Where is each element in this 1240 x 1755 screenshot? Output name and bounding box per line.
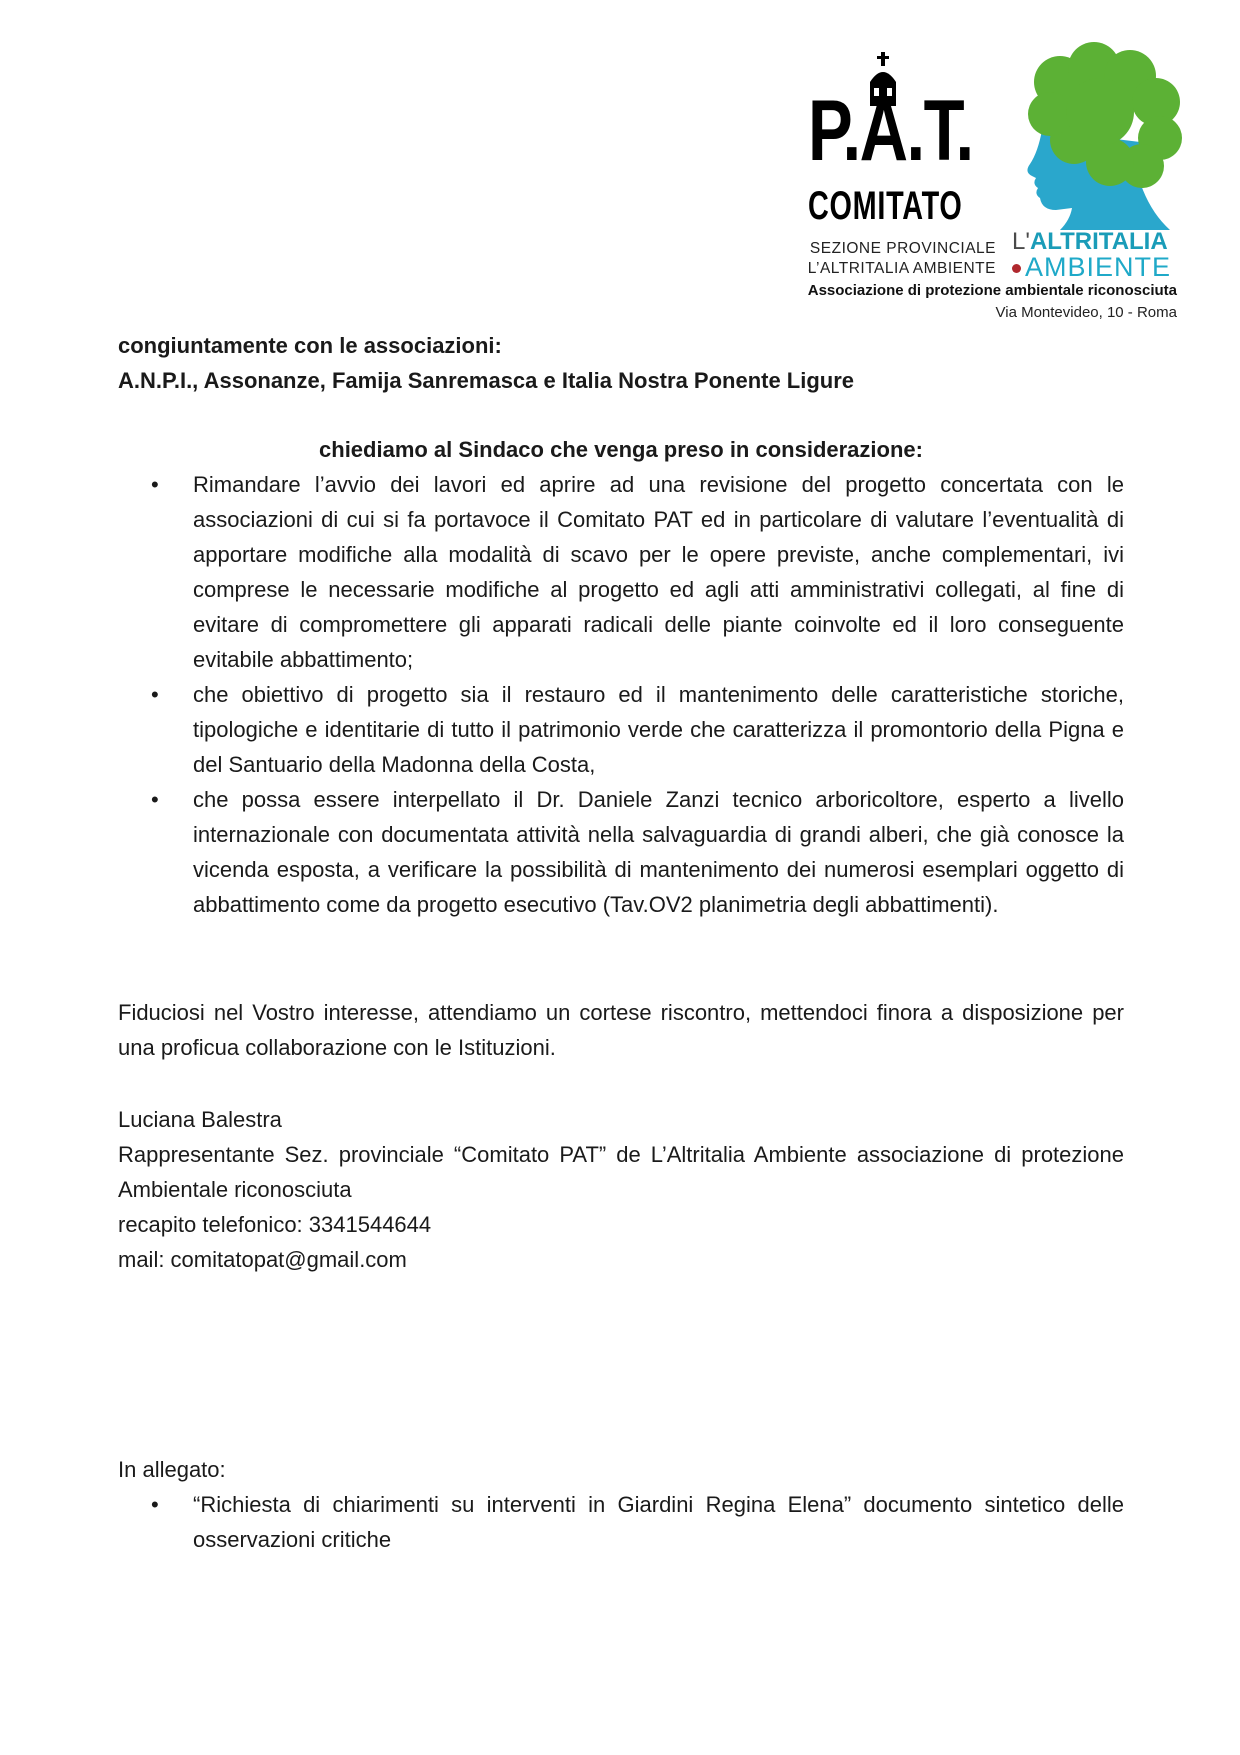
request-text: che possa essere interpellato il Dr. Daniele Zanzi tecnico arboricoltore, esperto a livello internazionale con documentata attività nella salvaguardia di grandi alberi, che già conosce la vicenda esposta, a verificare la possibilità di mantenimento dei numerosi esemplari oggetto di abbattimento come da progetto esecutivo (Tav.OV2 planimetria degli abbattimenti). — [193, 787, 1124, 917]
altritalia-prefix: L' — [1012, 228, 1030, 255]
bullet-icon: • — [151, 472, 159, 497]
section-line-2: L’ALTRITALIA AMBIENTE — [807, 260, 996, 277]
altritalia-name — [1012, 230, 1168, 254]
attachment-text: “Richiesta di chiarimenti su interventi in Giardini Regina Elena” documento sintetico delle osservazioni critiche — [193, 1492, 1124, 1552]
altritalia-name-bold: ALTRITALIA — [1029, 228, 1168, 255]
tree-head-logo-icon — [990, 42, 1186, 232]
red-dot-icon — [1012, 264, 1021, 273]
request-text: Rimandare l’avvio dei lavori ed aprire ad una revisione del progetto concertata con le associazioni di cui si fa portavoce il Comitato PAT ed in particolare di valutare l’eventualità di apportare modifiche alla modalità di scavo per le opere previste, anche complementari, ivi comprese le necessarie modifiche al progetto ed agli atti amministrativi collegati, al fine di evitare di compromettere gli apparati radicali delle piante coinvolte ed il loro conseguente evitabile abbattimento; — [193, 472, 1124, 672]
signer-mail: mail: comitatopat@gmail.com — [118, 1247, 407, 1272]
pat-letters: P.A.T. — [808, 83, 973, 179]
bullet-icon: • — [151, 1492, 159, 1517]
signer-phone: recapito telefonico: 3341544644 — [118, 1212, 432, 1237]
attachments-list — [118, 1487, 1124, 1557]
section-line-1: SEZIONE PROVINCIALE — [809, 240, 996, 257]
attachments-label: In allegato: — [118, 1457, 226, 1482]
bullet-icon: • — [151, 787, 159, 812]
signer-role: Rappresentante Sez. provinciale “Comitato PAT” de L’Altritalia Ambiente associazione di protezione Ambientale riconosciuta — [118, 1142, 1124, 1202]
altritalia-sub — [1012, 254, 1171, 281]
signature-block — [118, 1102, 1124, 1277]
associations-block — [118, 328, 1124, 398]
closing-paragraph: Fiduciosi nel Vostro interesse, attendiamo un cortese riscontro, mettendoci finora a disposizione per una proficua collaborazione con le Istituzioni. — [118, 1000, 1124, 1060]
pat-logo — [808, 48, 973, 228]
list-item — [118, 1487, 1124, 1557]
bullet-icon: • — [151, 682, 159, 707]
list-item — [118, 677, 1124, 782]
request-list — [118, 467, 1124, 922]
altritalia-sub-text: AMBIENTE — [1025, 252, 1172, 282]
request-heading: chiediamo al Sindaco che venga preso in considerazione: — [319, 437, 923, 462]
address-line: Via Montevideo, 10 - Roma — [995, 304, 1177, 321]
associations-intro: congiuntamente con le associazioni: — [118, 333, 502, 358]
association-line: Associazione di protezione ambientale riconosciuta — [807, 282, 1177, 299]
altritalia-logo — [990, 42, 1186, 282]
associations-list: A.N.P.I., Assonanze, Famija Sanremasca e Italia Nostra Ponente Ligure — [118, 368, 855, 393]
pat-comitato-word: COMITATO — [808, 184, 963, 228]
signer-name: Luciana Balestra — [118, 1107, 282, 1132]
list-item — [118, 782, 1124, 922]
request-text: che obiettivo di progetto sia il restauro ed il mantenimento delle caratteristiche storiche, tipologiche e identitarie di tutto il patrimonio verde che caratterizza il promontorio della Pigna e del Santuario della Madonna della Costa, — [193, 682, 1124, 777]
list-item — [118, 467, 1124, 677]
